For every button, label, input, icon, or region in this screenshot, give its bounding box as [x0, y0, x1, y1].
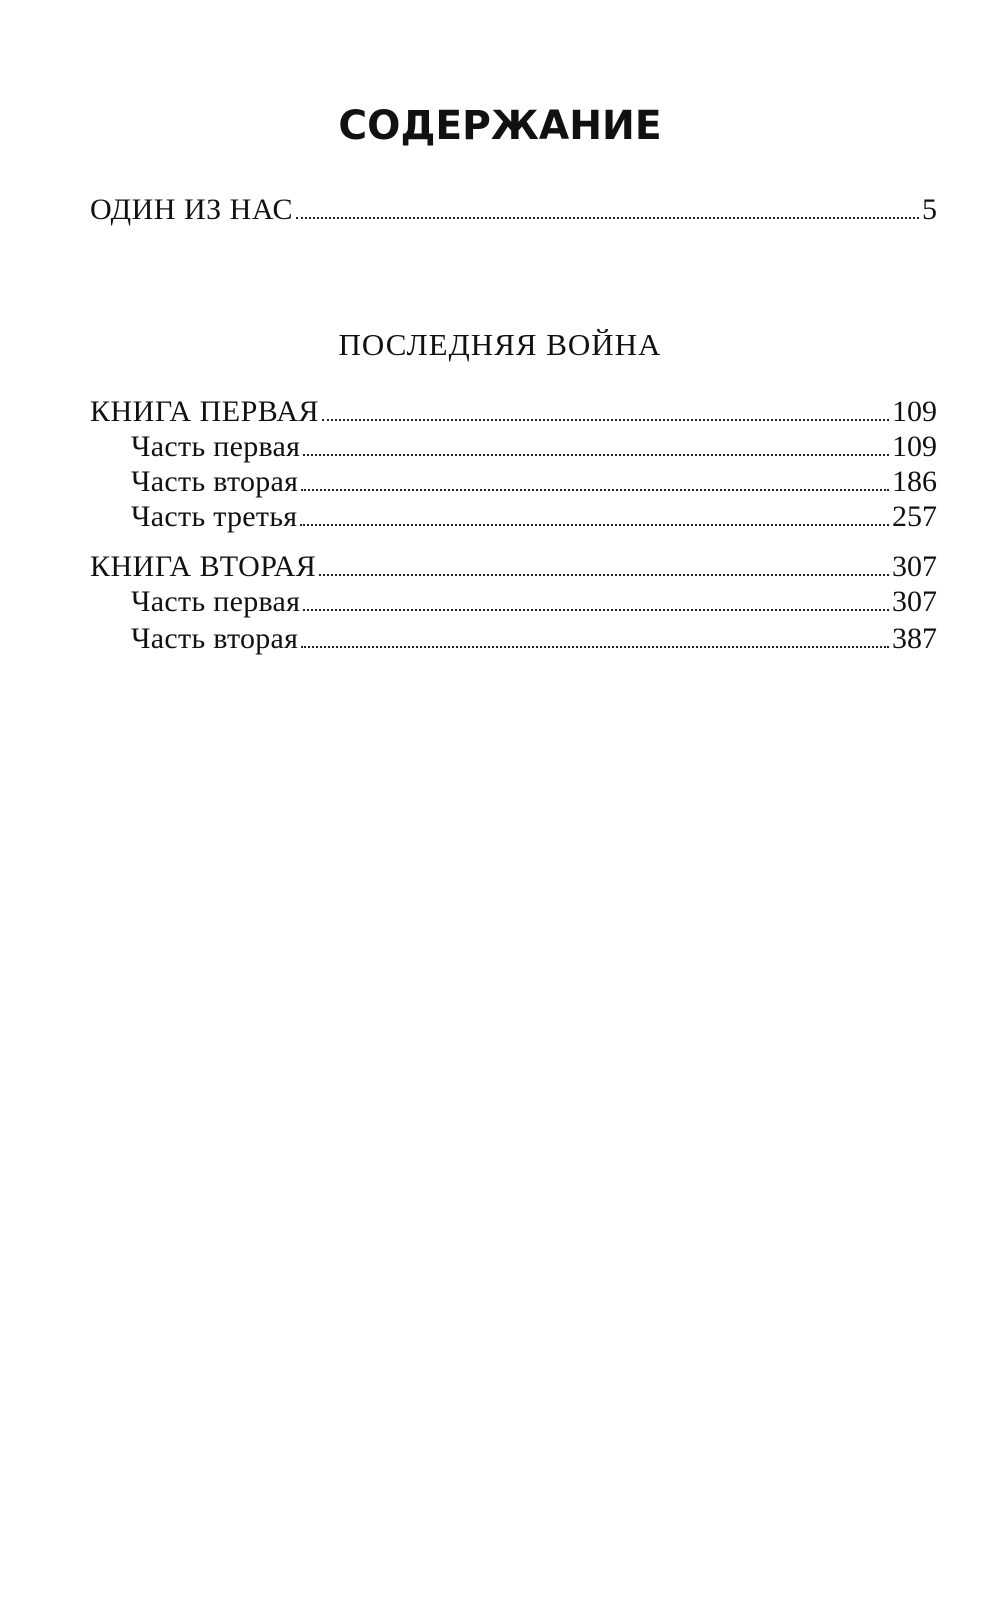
toc-entry-label: Часть первая — [131, 430, 301, 463]
toc-entry-page: 307 — [892, 550, 937, 583]
dot-leader — [303, 452, 889, 456]
dot-leader — [301, 644, 889, 648]
dot-leader — [296, 215, 919, 219]
section-title: ПОСЛЕДНЯЯ ВОЙНА — [338, 327, 662, 362]
toc-entry-label: Часть первая — [131, 585, 301, 618]
dot-leader — [300, 522, 889, 526]
dot-leader — [319, 572, 889, 576]
toc-entry-book-1-part-1[interactable] — [131, 429, 937, 465]
toc-entry-label: Часть третья — [131, 500, 298, 533]
toc-entry-intro[interactable] — [90, 192, 937, 228]
toc-entry-book-2-part-1[interactable] — [131, 584, 937, 620]
toc-entry-page: 186 — [892, 465, 937, 498]
toc-entry-book-1[interactable] — [90, 394, 937, 430]
toc-entry-label: КНИГА ПЕРВАЯ — [90, 395, 320, 428]
toc-entry-book-2[interactable] — [90, 549, 937, 585]
toc-entry-book-1-part-3[interactable] — [131, 499, 937, 535]
toc-entry-page: 109 — [892, 395, 937, 428]
toc-entry-book-1-part-2[interactable] — [131, 464, 937, 500]
toc-entry-page: 307 — [892, 585, 937, 618]
dot-leader — [322, 417, 889, 421]
toc-entry-label: ОДИН ИЗ НАС — [90, 193, 294, 226]
page-title: СОДЕРЖАНИЕ — [338, 103, 662, 149]
dot-leader — [303, 607, 889, 611]
toc-entry-page: 257 — [892, 500, 937, 533]
toc-entry-page: 5 — [922, 193, 937, 226]
toc-entry-book-2-part-2[interactable] — [131, 621, 937, 657]
toc-entry-label: Часть вторая — [131, 465, 299, 498]
toc-entry-page: 387 — [892, 622, 937, 655]
dot-leader — [301, 487, 889, 491]
toc-entry-label: КНИГА ВТОРАЯ — [90, 550, 317, 583]
toc-entry-page: 109 — [892, 430, 937, 463]
toc-entry-label: Часть вторая — [131, 622, 299, 655]
